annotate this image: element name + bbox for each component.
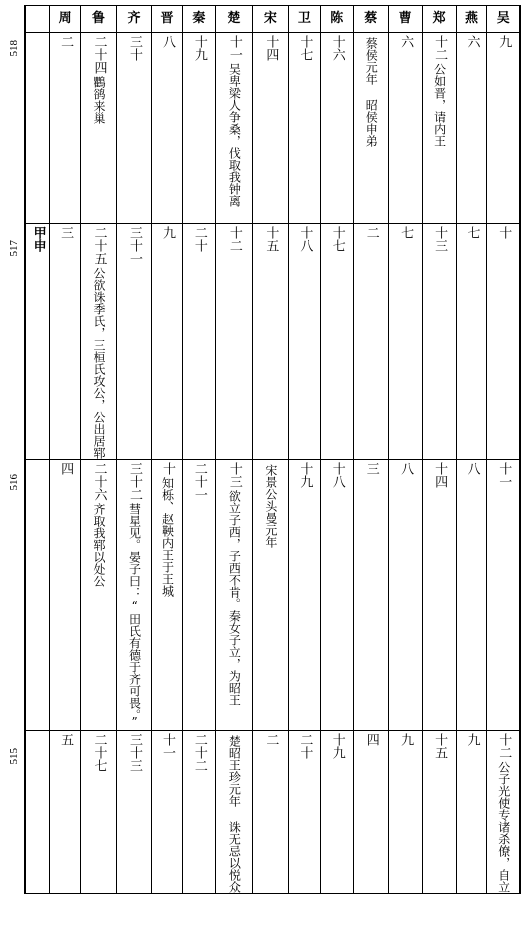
event-note-text: 吴卑梁人争桑，伐取我钟离 bbox=[227, 63, 242, 207]
state-year-cell bbox=[152, 224, 183, 460]
reign-year-text: 三 bbox=[58, 226, 74, 239]
year-row bbox=[25, 224, 520, 460]
state-year-cell bbox=[487, 731, 520, 894]
reign-year-text: 七 bbox=[464, 226, 480, 239]
reign-year-text: 十一 bbox=[226, 35, 242, 61]
reign-year-text: 十 bbox=[496, 226, 512, 239]
header-state: 齐 bbox=[117, 6, 152, 33]
reign-year-text: 九 bbox=[398, 733, 414, 746]
header-state: 周 bbox=[50, 6, 81, 33]
reign-year-text: 十六 bbox=[329, 35, 345, 61]
reign-year-text: 十五 bbox=[432, 733, 448, 759]
ganzhi-text: 甲申 bbox=[30, 226, 46, 252]
state-year-cell bbox=[456, 224, 487, 460]
reign-year-text: 十七 bbox=[329, 226, 345, 252]
reign-year-text: 二十 bbox=[191, 226, 207, 252]
state-year-cell bbox=[422, 460, 456, 731]
reign-year-text: 十三 bbox=[226, 462, 242, 488]
reign-year-text: 三十 bbox=[127, 35, 143, 61]
year-row bbox=[25, 731, 520, 894]
reign-year-text: 六 bbox=[464, 35, 480, 48]
reign-year-text: 四 bbox=[58, 462, 74, 475]
reign-year-text: 八 bbox=[398, 462, 414, 475]
event-note-text: 齐取我郓以处公 bbox=[92, 503, 107, 587]
header-state: 吴 bbox=[487, 6, 520, 33]
reign-year-text: 十八 bbox=[297, 226, 313, 252]
header-state: 楚 bbox=[215, 6, 252, 33]
reign-year-text: 四 bbox=[363, 733, 379, 746]
state-year-cell bbox=[252, 224, 288, 460]
reign-year-text: 十四 bbox=[263, 35, 279, 61]
reign-year-text: 二 bbox=[58, 35, 74, 48]
state-year-cell bbox=[252, 460, 288, 731]
header-state: 陈 bbox=[320, 6, 353, 33]
state-year-cell bbox=[182, 33, 215, 224]
ganzhi-cell bbox=[25, 224, 50, 460]
state-year-cell bbox=[182, 731, 215, 894]
state-year-cell bbox=[388, 731, 422, 894]
reign-year-text: 二十二 bbox=[191, 733, 207, 772]
event-note-text: 宋景公头曼元年 bbox=[263, 464, 278, 548]
reign-year-text: 十 bbox=[159, 462, 175, 475]
header-state: 晋 bbox=[152, 6, 183, 33]
header-state: 曹 bbox=[388, 6, 422, 33]
state-year-cell bbox=[215, 224, 252, 460]
reign-year-text: 十四 bbox=[432, 462, 448, 488]
header-state: 秦 bbox=[182, 6, 215, 33]
state-year-cell bbox=[320, 224, 353, 460]
state-year-cell bbox=[215, 731, 252, 894]
state-year-cell bbox=[422, 224, 456, 460]
reign-year-text: 十二 bbox=[496, 733, 512, 759]
state-year-cell bbox=[182, 224, 215, 460]
state-year-cell bbox=[487, 224, 520, 460]
reign-year-text: 二 bbox=[263, 733, 279, 746]
state-year-cell bbox=[81, 33, 117, 224]
event-note-text: 彗星见。晏子曰：“田氏有德于齐可畏。” bbox=[127, 503, 142, 729]
reign-year-text: 十七 bbox=[297, 35, 313, 61]
year-row bbox=[25, 33, 520, 224]
reign-year-text: 五 bbox=[58, 733, 74, 746]
reign-year-text: 八 bbox=[464, 462, 480, 475]
state-year-cell bbox=[422, 33, 456, 224]
ganzhi-cell bbox=[25, 33, 50, 224]
year-label-515: 515 bbox=[8, 748, 20, 765]
reign-year-text: 三十二 bbox=[127, 462, 143, 501]
header-state: 宋 bbox=[252, 6, 288, 33]
reign-year-text: 九 bbox=[496, 35, 512, 48]
state-year-cell bbox=[487, 33, 520, 224]
event-note-text: 公子光使专诸杀僚，自立 bbox=[496, 761, 511, 893]
reign-year-text: 十三 bbox=[432, 226, 448, 252]
header-state: 郑 bbox=[422, 6, 456, 33]
state-year-cell bbox=[117, 224, 152, 460]
reign-year-text: 七 bbox=[398, 226, 414, 239]
reign-year-text: 十九 bbox=[329, 733, 345, 759]
reign-year-text: 三 bbox=[363, 462, 379, 475]
reign-year-text: 二十 bbox=[297, 733, 313, 759]
state-year-cell bbox=[320, 731, 353, 894]
state-year-cell bbox=[487, 460, 520, 731]
reign-year-text: 十二 bbox=[226, 226, 242, 252]
state-year-cell bbox=[182, 460, 215, 731]
header-state: 燕 bbox=[456, 6, 487, 33]
state-year-cell bbox=[320, 33, 353, 224]
reign-year-text: 二十一 bbox=[191, 462, 207, 501]
reign-year-text: 十九 bbox=[191, 35, 207, 61]
year-label-517: 517 bbox=[8, 240, 20, 257]
year-row bbox=[25, 460, 520, 731]
state-year-cell bbox=[215, 460, 252, 731]
state-year-cell bbox=[288, 33, 320, 224]
reign-year-text: 十一 bbox=[159, 733, 175, 759]
reign-year-text: 十二 bbox=[432, 35, 448, 61]
state-year-cell bbox=[117, 33, 152, 224]
reign-year-text: 二十六 bbox=[91, 462, 107, 501]
header-row bbox=[25, 6, 520, 33]
event-note-text: 鸜鹆来巢 bbox=[92, 76, 107, 124]
state-year-cell bbox=[117, 731, 152, 894]
state-year-cell bbox=[50, 224, 81, 460]
state-year-cell bbox=[456, 33, 487, 224]
reign-year-text: 二十七 bbox=[91, 733, 107, 772]
event-note-text: 楚昭王珍元年 诛无忌以悦众 bbox=[227, 735, 242, 893]
state-year-cell bbox=[456, 731, 487, 894]
chronology-table bbox=[24, 5, 521, 894]
event-note-text: 知栎、赵鞅内王于王城 bbox=[160, 477, 175, 597]
state-year-cell bbox=[353, 731, 388, 894]
state-year-cell bbox=[353, 33, 388, 224]
header-ganzhi bbox=[25, 6, 50, 33]
reign-year-text: 三十一 bbox=[127, 226, 143, 265]
state-year-cell bbox=[288, 224, 320, 460]
event-note-text: 欲立子西，子西不肯。秦女子立，为昭王 bbox=[227, 490, 242, 706]
state-year-cell bbox=[353, 460, 388, 731]
ganzhi-cell bbox=[25, 460, 50, 731]
state-year-cell bbox=[252, 731, 288, 894]
reign-year-text: 六 bbox=[398, 35, 414, 48]
state-year-cell bbox=[388, 460, 422, 731]
reign-year-text: 九 bbox=[159, 226, 175, 239]
state-year-cell bbox=[117, 460, 152, 731]
state-year-cell bbox=[50, 460, 81, 731]
event-note-text: 公如晋，请内王 bbox=[432, 63, 447, 147]
state-year-cell bbox=[252, 33, 288, 224]
state-year-cell bbox=[388, 33, 422, 224]
year-label-516: 516 bbox=[8, 474, 20, 491]
state-year-cell bbox=[215, 33, 252, 224]
state-year-cell bbox=[288, 460, 320, 731]
state-year-cell bbox=[152, 33, 183, 224]
state-year-cell bbox=[456, 460, 487, 731]
state-year-cell bbox=[50, 33, 81, 224]
state-year-cell bbox=[422, 731, 456, 894]
reign-year-text: 十九 bbox=[297, 462, 313, 488]
reign-year-text: 十八 bbox=[329, 462, 345, 488]
reign-year-text: 二十五 bbox=[91, 226, 107, 265]
reign-year-text: 十一 bbox=[496, 462, 512, 488]
state-year-cell bbox=[152, 460, 183, 731]
year-label-518: 518 bbox=[8, 40, 20, 57]
event-note-text: 公欲诛季氏，三桓氏攻公，公出居郓 bbox=[92, 267, 107, 459]
state-year-cell bbox=[50, 731, 81, 894]
header-state: 蔡 bbox=[353, 6, 388, 33]
reign-year-text: 九 bbox=[464, 733, 480, 746]
state-year-cell bbox=[81, 731, 117, 894]
reign-year-text: 三十三 bbox=[127, 733, 143, 772]
ganzhi-cell bbox=[25, 731, 50, 894]
state-year-cell bbox=[288, 731, 320, 894]
state-year-cell bbox=[81, 460, 117, 731]
reign-year-text: 八 bbox=[159, 35, 175, 48]
header-state: 卫 bbox=[288, 6, 320, 33]
state-year-cell bbox=[353, 224, 388, 460]
reign-year-text: 二十四 bbox=[91, 35, 107, 74]
header-state: 鲁 bbox=[81, 6, 117, 33]
state-year-cell bbox=[320, 460, 353, 731]
state-year-cell bbox=[152, 731, 183, 894]
reign-year-text: 十五 bbox=[263, 226, 279, 252]
reign-year-text: 二 bbox=[363, 226, 379, 239]
state-year-cell bbox=[81, 224, 117, 460]
event-note-text: 蔡侯元年 昭侯申弟 bbox=[364, 37, 379, 147]
state-year-cell bbox=[388, 224, 422, 460]
